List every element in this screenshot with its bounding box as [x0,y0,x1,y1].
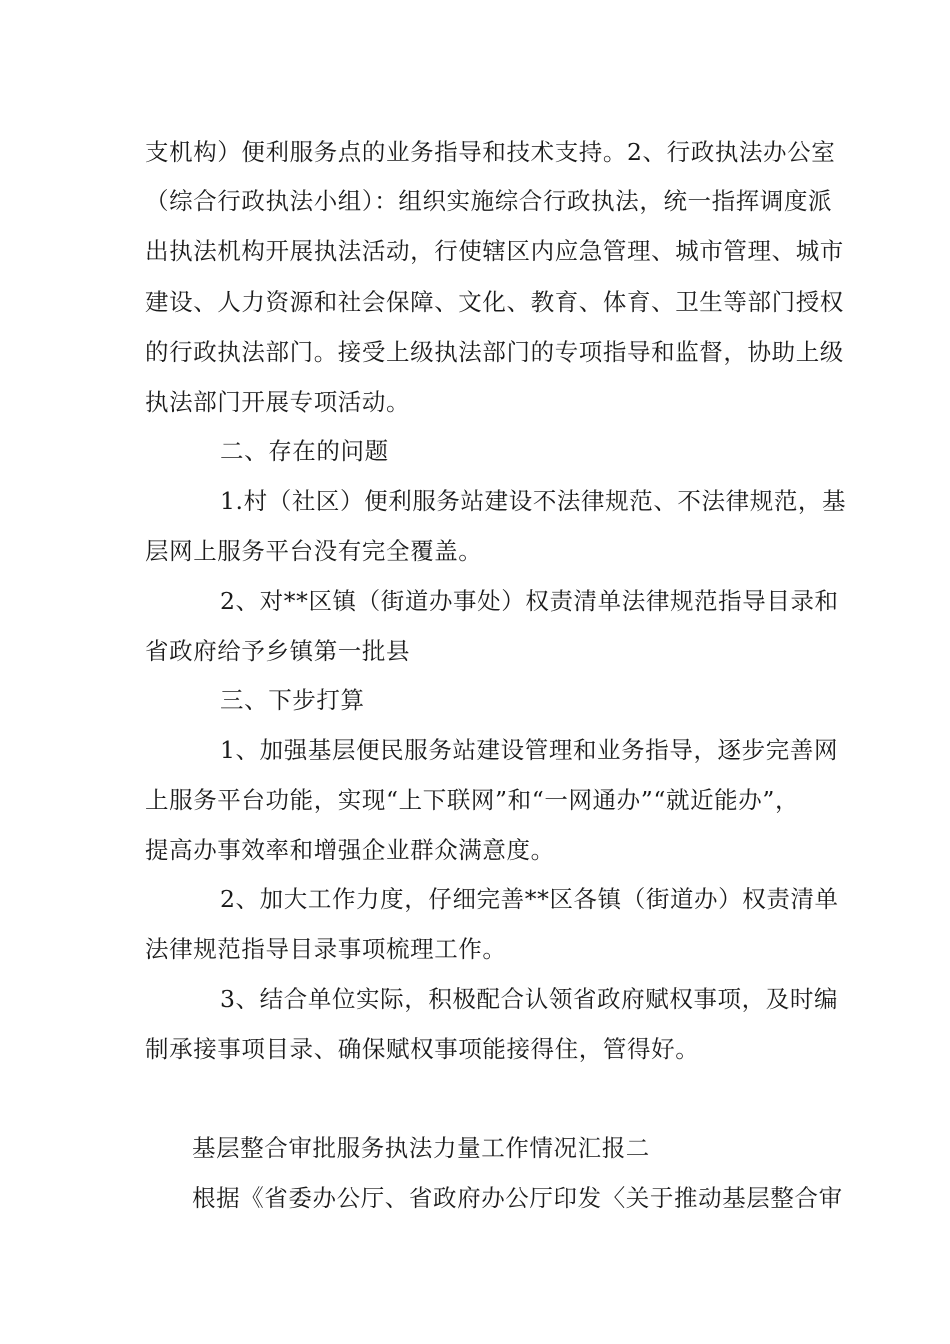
paragraph-line: 层网上服务平台没有完全覆盖。 [145,537,483,565]
paragraph-line: 根据《省委办公厅、省政府办公厅印发〈关于推动基层整合审 [192,1184,843,1212]
paragraph-line: （综合行政执法小组）：组织实施综合行政执法，统一指挥调度派 [145,187,833,215]
paragraph-line: 制承接事项目录、确保赋权事项能接得住，管得好。 [145,1035,700,1063]
section-heading: 三、下步打算 [220,686,365,714]
paragraph-line: 上服务平台功能，实现“上下联网”和“一网通办”“就近能办”， [145,786,800,814]
paragraph-line: 1.村（社区）便利服务站建设不法律规范、不法律规范，基 [220,487,847,515]
paragraph-line: 提高办事效率和增强企业群众满意度。 [145,836,555,864]
paragraph-line: 1、加强基层便民服务站建设管理和业务指导，逐步完善网 [220,736,839,764]
section-heading: 二、存在的问题 [220,437,389,465]
paragraph-line: 建设、人力资源和社会保障、文化、教育、体育、卫生等部门授权 [145,288,844,316]
paragraph-line: 2、对**区镇（街道办事处）权责清单法律规范指导目录和 [220,587,839,615]
paragraph-line: 3、结合单位实际，积极配合认领省政府赋权事项，及时编 [220,985,839,1013]
paragraph-line: 出执法机构开展执法活动，行使辖区内应急管理、城市管理、城市 [145,237,844,265]
paragraph-line: 法律规范指导目录事项梳理工作。 [145,935,507,963]
paragraph-line: 支机构）便利服务点的业务指导和技术支持。2、行政执法办公室 [145,138,836,166]
paragraph-line: 执法部门开展专项活动。 [145,388,411,416]
paragraph-line: 省政府给予乡镇第一批县 [145,637,411,665]
paragraph-line: 的行政执法部门。接受上级执法部门的专项指导和监督，协助上级 [145,338,844,366]
report-title: 基层整合审批服务执法力量工作情况汇报二 [192,1134,650,1162]
paragraph-line: 2、加大工作力度，仔细完善**区各镇（街道办）权责清单 [220,885,839,913]
